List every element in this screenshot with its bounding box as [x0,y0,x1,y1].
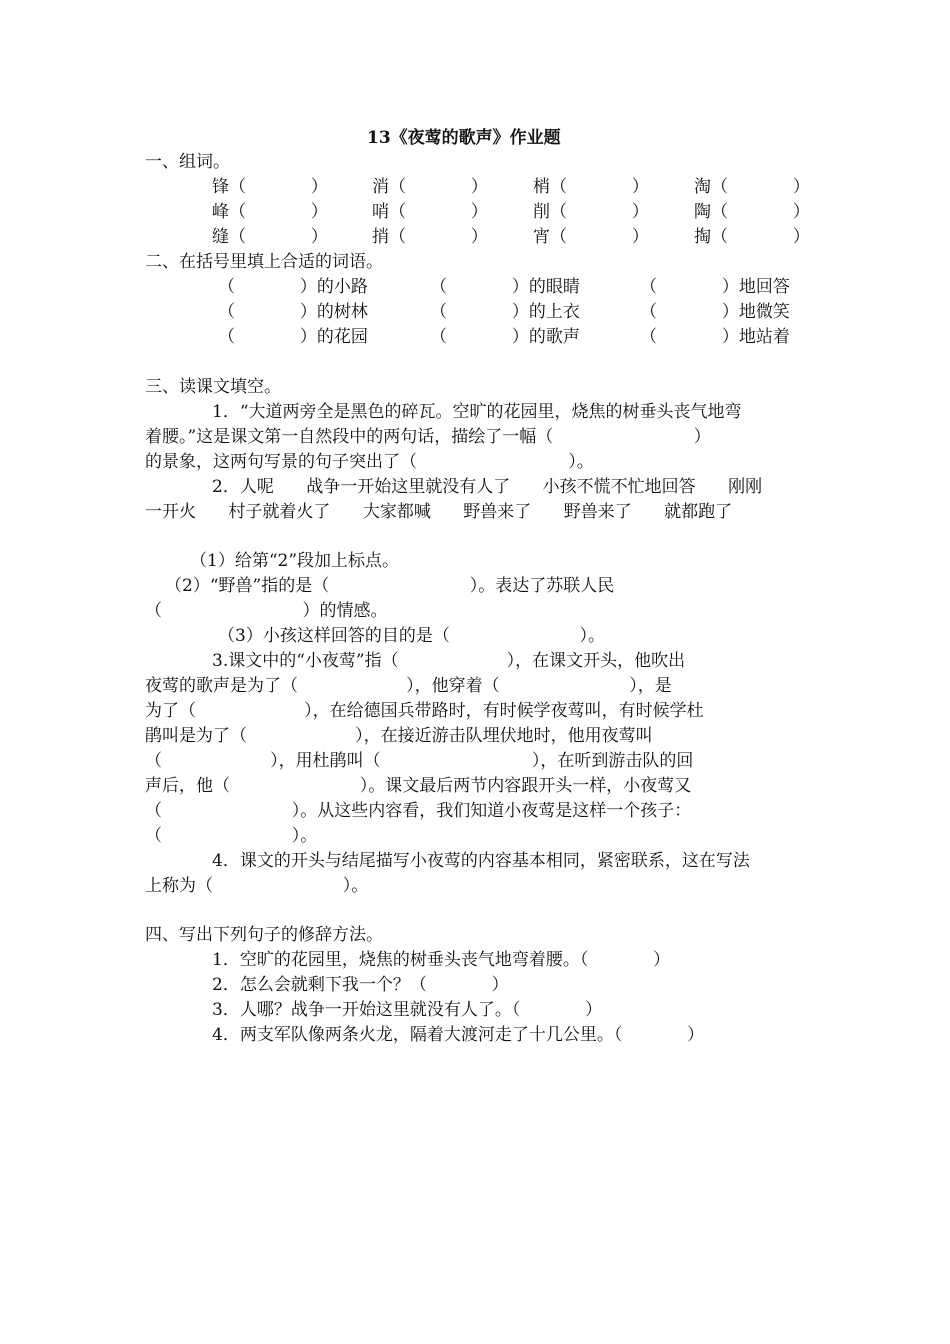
fill-item: （ ）的歌声 [430,327,580,347]
text-line: 2．人呢 战争一开始这里就没有人了 小孩不慌不忙地回答 刚刚 [212,477,763,497]
word-item: 梢（ ） [533,177,649,197]
sentence-item: 3．人哪？战争一开始这里就没有人了。（ ） [212,1000,603,1020]
fill-item: （ ）地微笑 [640,302,790,322]
fill-item: （ ）地站着 [640,327,790,347]
fill-item: （ ）的眼睛 [430,277,580,297]
section-1-heading: 一、组词。 [145,152,230,172]
text-line: 鹃叫是为了（ ），在接近游击队埋伏地时，他用夜莺叫 [145,726,653,746]
text-line: 的景象，这两句写景的句子突出了（ ）。 [145,452,594,472]
word-item: 淘（ ） [694,177,810,197]
text-line: 1．“大道两旁全是黑色的碎瓦。空旷的花园里，烧焦的树垂头丧气地弯 [212,402,742,422]
text-line: 夜莺的歌声是为了（ ），他穿着（ ），是 [145,676,672,696]
word-item: 哨（ ） [372,202,488,222]
word-item: 宵（ ） [533,227,649,247]
text-line: （ ），用杜鹃叫（ ），在听到游击队的回 [145,751,694,771]
word-item: 陶（ ） [694,202,810,222]
text-line: 一开火 村子就着火了 大家都喊 野兽来了 野兽来了 就都跑了 [145,502,733,522]
section-4-heading: 四、写出下列句子的修辞方法。 [145,925,383,945]
fill-item: （ ）的树林 [218,302,368,322]
section-3-heading: 三、读课文填空。 [145,377,281,397]
text-line: （ ）。从这些内容看，我们知道小夜莺是这样一个孩子： [145,801,692,821]
page-title: 13《夜莺的歌声》作业题 [367,128,561,148]
word-item: 削（ ） [533,202,649,222]
text-line: 声后，他（ ）。课文最后两节内容跟开头一样，小夜莺又 [145,776,692,796]
text-line: （3）小孩这样回答的目的是（ ）。 [218,626,606,646]
section-2-heading: 二、在括号里填上合适的词语。 [145,252,383,272]
text-line: 为了（ ），在给德国兵带路时，有时候学夜莺叫，有时候学杜 [145,701,704,721]
fill-item: （ ）的小路 [218,277,368,297]
word-item: 缝（ ） [212,227,328,247]
text-line: （1）给第“2”段加上标点。 [190,551,400,571]
word-item: 消（ ） [372,177,488,197]
word-item: 捎（ ） [372,227,488,247]
word-item: 锋（ ） [212,177,328,197]
word-item: 峰（ ） [212,202,328,222]
sentence-item: 1．空旷的花园里，烧焦的树垂头丧气地弯着腰。（ ） [212,950,671,970]
fill-item: （ ）地回答 [640,277,790,297]
fill-item: （ ）的花园 [218,327,368,347]
text-line: （2）“野兽”指的是（ ）。表达了苏联人民 [165,576,615,596]
word-item: 掏（ ） [694,227,810,247]
fill-item: （ ）的上衣 [430,302,580,322]
sentence-item: 4．两支军队像两条火龙，隔着大渡河走了十几公里。（ ） [212,1025,705,1045]
text-line: 3.课文中的“小夜莺”指（ ），在课文开头，他吹出 [212,651,686,671]
text-line: 着腰。”这是课文第一自然段中的两句话，描绘了一幅（ ） [145,427,711,447]
text-line: 4．课文的开头与结尾描写小夜莺的内容基本相同，紧密联系，这在写法 [212,851,750,871]
sentence-item: 2．怎么会就剩下我一个？（ ） [212,975,509,995]
text-line: （ ）的情感。 [145,601,388,621]
text-line: 上称为（ ）。 [145,876,369,896]
text-line: （ ）。 [145,826,318,846]
